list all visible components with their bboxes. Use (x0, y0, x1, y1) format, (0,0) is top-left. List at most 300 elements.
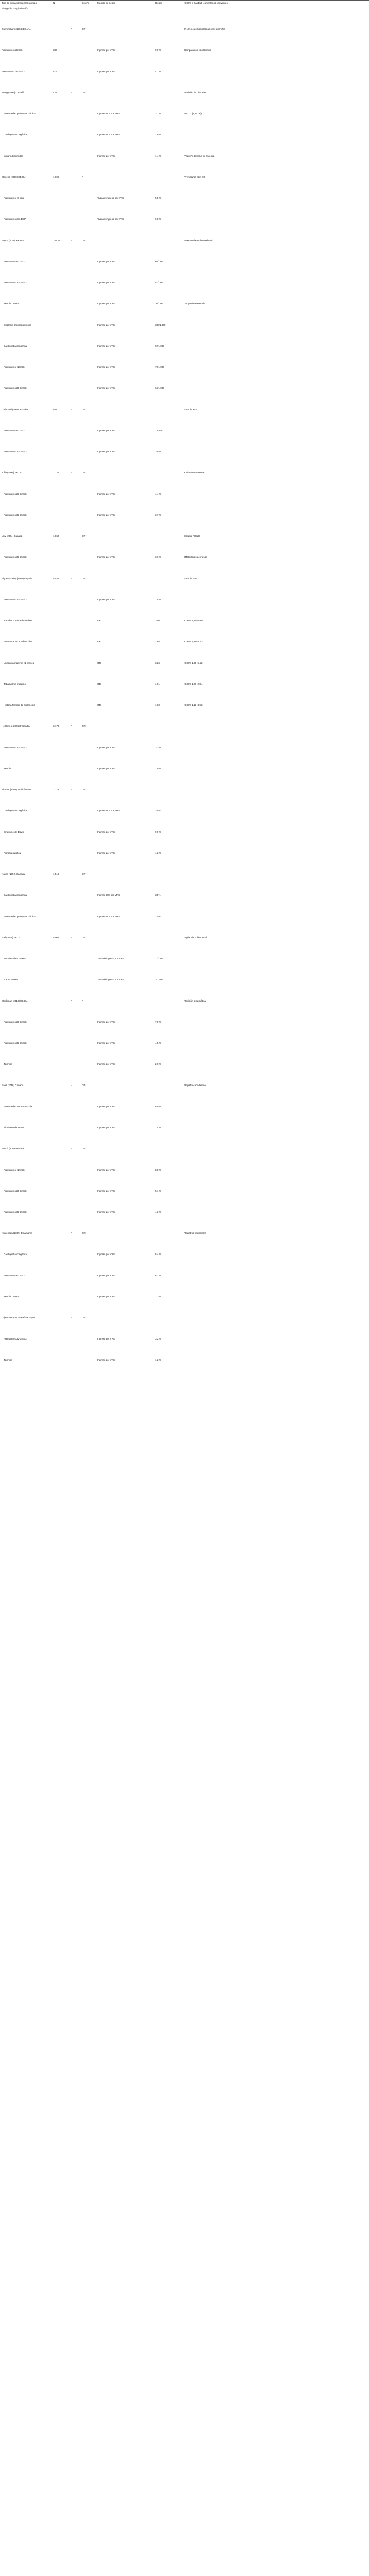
cell-n (52, 132, 69, 154)
cell-design (80, 745, 96, 766)
table-row (0, 977, 369, 998)
table-row (0, 1083, 369, 1104)
cell-place (69, 766, 80, 787)
cell-measure: Tasa de ingreso por VRS (97, 957, 124, 960)
cell-place: H (71, 1084, 73, 1087)
cell-measure: Ingreso por VRS (97, 450, 115, 453)
cell-ci (182, 724, 369, 745)
cell-place (69, 555, 80, 576)
cell-design (80, 1062, 96, 1083)
cell-study: Prematuros ≤32 SG (4, 429, 25, 432)
cell-design (80, 111, 96, 132)
cell-study: Hermanos en edad escolar (4, 640, 32, 643)
cell-risk: 1,0 % (155, 767, 161, 770)
cell-risk: 4,3 % (155, 1211, 161, 1214)
cell-risk: 1,4 % (155, 155, 161, 158)
cell-design (80, 1294, 96, 1315)
cell-ci (182, 597, 369, 618)
cell-ci: Pequeño tamaño de muestra (184, 155, 215, 158)
cell-place: P (71, 1232, 73, 1235)
table-row (0, 365, 369, 386)
cell-place (69, 1062, 80, 1083)
table-row (0, 724, 369, 745)
cell-ci (182, 344, 369, 365)
cell-study: Menores de 6 meses (4, 957, 26, 960)
cell-risk: 1,3 % (155, 1295, 161, 1298)
cell-study: Término (4, 767, 12, 770)
table-row (0, 576, 369, 597)
cell-ci (182, 217, 369, 238)
cell-n (52, 1104, 69, 1125)
cell-place (69, 851, 80, 872)
cell-n: 5.067 (53, 936, 59, 939)
cell-measure: OR (97, 683, 101, 686)
cell-measure: Ingreso por VRS (97, 155, 115, 158)
cell-n (52, 1252, 69, 1273)
cell-study: Stevens (2000) EE.UU. (2, 176, 26, 179)
cell-measure: Ingreso por VRS (97, 1337, 115, 1341)
cell-study: Prematuros <28 SG (4, 366, 25, 369)
table-row (0, 492, 369, 513)
cell-risk (154, 1315, 182, 1336)
cell-ci (182, 1252, 369, 1273)
cell-n (52, 301, 69, 323)
cell-design (80, 808, 96, 829)
cell-place (69, 1294, 80, 1315)
cell-risk (154, 998, 182, 1020)
cell-design: CP (82, 873, 86, 876)
cell-n (52, 259, 69, 280)
cell-study: Prematuros 32-35 SG (4, 1337, 27, 1341)
cell-ci (182, 196, 369, 217)
cell-ci (182, 787, 369, 808)
cell-design: CP (82, 28, 86, 31)
cell-study: Joffe (1999) EE.UU. (2, 471, 23, 474)
cell-risk: 2,0 % (155, 1063, 161, 1066)
cell-risk: 9,9 % (155, 831, 161, 834)
cell-study: Wang (1995) Canadá (2, 91, 24, 94)
cell-risk: 2,85 (155, 640, 160, 643)
cell-measure: Ingreso por VRS (97, 1274, 115, 1277)
cell-design: CR (82, 239, 86, 242)
cell-measure: Ingreso por VRS (97, 281, 115, 284)
cell-n (52, 111, 69, 132)
cell-design (80, 449, 96, 470)
table-row (0, 154, 369, 175)
cell-measure: Ingreso por VRS (97, 1126, 115, 1129)
cell-ci (182, 1125, 369, 1146)
cell-design (80, 301, 96, 323)
cell-place (69, 323, 80, 344)
cell-study: Síndrome de Down (4, 831, 24, 834)
cell-ci: Vigilancia poblacional (184, 936, 207, 939)
cell-risk: 4,2 % (155, 852, 161, 855)
cell-n (52, 851, 69, 872)
cell-n (52, 1294, 69, 1315)
table-row (0, 534, 369, 555)
cell-measure: Ingreso por VRS (97, 1190, 115, 1193)
cell-n (52, 745, 69, 766)
table-row (0, 90, 369, 111)
cell-ci (182, 323, 369, 344)
cell-risk: 9,0 % (155, 49, 161, 52)
cell-n (52, 808, 69, 829)
cell-study: Cardiopatía congénita (4, 1253, 27, 1256)
cell-n (52, 217, 69, 238)
cell-n (52, 1358, 69, 1379)
cell-n (52, 428, 69, 449)
cell-place (69, 196, 80, 217)
cell-risk: 4,5 % (155, 1042, 161, 1045)
cell-measure: Ingreso por VRS (97, 1042, 115, 1045)
cell-risk: 70/1.000 (155, 366, 164, 369)
cell-measure: Ingreso UCI por VRS (97, 915, 120, 918)
cell-measure: Ingreso por VRS (97, 324, 115, 327)
cell-study: Término sanos (4, 1295, 20, 1298)
cell-risk: 9,8 % (155, 218, 161, 221)
table-row (0, 449, 369, 470)
cell-place (69, 1336, 80, 1358)
cell-measure: Ingreso por VRS (97, 1021, 115, 1024)
cell-place (69, 618, 80, 639)
cell-study: Término (4, 1063, 12, 1066)
cell-study: Carbonell (2000) España (2, 408, 28, 411)
cell-measure (96, 534, 154, 555)
cell-design (80, 1020, 96, 1041)
cell-ci (182, 1336, 369, 1358)
cell-design: CP (82, 577, 86, 580)
cell-study: Simoes (2003) Multicéntrico (2, 788, 31, 791)
cell-ci: Kaiser Permanente (184, 471, 205, 474)
cell-place (69, 344, 80, 365)
cell-n (52, 1273, 69, 1294)
cell-measure: Ingreso por VRS (97, 1063, 115, 1066)
table-row (0, 48, 369, 69)
cell-risk (154, 1231, 182, 1252)
cell-ci: Revisión sistemática (184, 999, 206, 1003)
cell-design: CR (82, 1232, 86, 1235)
table-row (0, 1041, 369, 1062)
cell-study: Boyce (2000) EE.UU. (2, 239, 24, 242)
cell-n: 248.652 (53, 239, 62, 242)
cell-study: Prematuros 29-32 SG (4, 1021, 27, 1024)
table-row (0, 766, 369, 787)
cell-risk: 17/1.000 (155, 957, 164, 960)
cell-measure (96, 872, 154, 893)
cell-place (69, 1273, 80, 1294)
table-row (0, 301, 369, 323)
cell-risk: 3,7 % (155, 514, 161, 517)
cell-design: CP (82, 91, 86, 94)
cell-place (69, 449, 80, 470)
cell-ci: Prematuros <32 SG (184, 176, 205, 179)
cell-place: H (71, 176, 73, 179)
cell-risk: 6,0 % (155, 1105, 161, 1108)
cell-measure: Ingreso por VRS (97, 1253, 115, 1256)
section-label: Riesgo de hospitalización (2, 7, 29, 10)
cell-n (52, 1167, 69, 1189)
cell-ci: Estudio PICNIC (184, 535, 201, 538)
cell-measure: Ingreso por VRS (97, 1211, 115, 1214)
cell-study: Inmunodeprimidos (4, 155, 23, 158)
cell-design: CR (82, 725, 86, 728)
cell-place (69, 914, 80, 935)
cell-n (52, 365, 69, 386)
cell-measure (96, 576, 154, 597)
cell-design (80, 1167, 96, 1189)
cell-place (69, 48, 80, 69)
table-row (0, 893, 369, 914)
cell-measure: Ingreso UCI por VRS (97, 809, 120, 812)
cell-measure: Ingreso por VRS (97, 556, 115, 559)
cell-n (52, 1083, 69, 1104)
cell-risk: 30/1.000 (155, 302, 164, 306)
cell-study: Cardiopatía congénita (4, 809, 27, 812)
table-row (0, 956, 369, 977)
cell-design: CP (82, 535, 86, 538)
cell-risk (154, 175, 182, 196)
cell-n (52, 1231, 69, 1252)
cell-n: 515 (53, 70, 57, 73)
cell-study: Prematuros ≤32 SG (4, 260, 25, 263)
table-row (0, 407, 369, 428)
table-row (0, 428, 369, 449)
cell-study: Término (0, 1358, 52, 1379)
cell-risk (154, 1146, 182, 1167)
cell-place (69, 1020, 80, 1041)
table-row (0, 703, 369, 724)
table-row (0, 513, 369, 534)
table-row (0, 872, 369, 893)
cell-measure: Ingreso por VRS (97, 493, 115, 496)
cell-ci (182, 1210, 369, 1231)
cell-study: Displasia broncopulmonar (4, 324, 31, 327)
cell-study: Lactancia materna <2 meses (4, 662, 35, 665)
cell-measure (96, 90, 154, 111)
cell-ci (182, 259, 369, 280)
table-row (0, 660, 369, 682)
cell-risk: 7,4 % (155, 1126, 161, 1129)
table-row (0, 1210, 369, 1231)
cell-place (69, 1104, 80, 1125)
cell-design: R (82, 999, 84, 1003)
table-row (0, 1294, 369, 1315)
cell-ci (182, 872, 369, 893)
cell-n (52, 914, 69, 935)
cell-place (69, 154, 80, 175)
cell-n: 3.176 (53, 725, 59, 728)
cell-measure: Ingreso UCI por VRS (97, 112, 120, 115)
cell-n: 1.029 (53, 176, 59, 179)
cell-n: 1.721 (53, 471, 59, 474)
cell-study: Síndrome de Down (4, 1126, 24, 1129)
cell-n (52, 893, 69, 914)
cell-place (69, 132, 80, 154)
cell-place (69, 301, 80, 323)
cell-n (52, 618, 69, 639)
cell-study: Historia familiar de sibilancias (4, 704, 35, 707)
cell-n (52, 597, 69, 618)
col-risk: Riesgo (154, 1, 182, 6)
cell-place (69, 829, 80, 851)
cell-design (80, 280, 96, 301)
cell-study: Prematuros 33-35 SG (4, 1211, 27, 1214)
cell-risk (154, 27, 182, 48)
cell-study: Cardiopatía congénita (4, 894, 27, 897)
cell-measure: Ingreso por VRS (97, 1168, 115, 1172)
cell-measure (96, 724, 154, 745)
cell-risk: 3,6 % (155, 556, 161, 559)
cell-n: 5.441 (53, 577, 59, 580)
cell-design (80, 386, 96, 407)
cell-n (52, 1041, 69, 1062)
cell-measure: OR (97, 704, 101, 707)
table-row (0, 344, 369, 365)
cell-place (69, 1125, 80, 1146)
cell-ci (182, 745, 369, 766)
cell-ci: Revisión de historias (184, 91, 206, 94)
cell-ci: 2% (n.d.) de hospitalizaciones por VRS (184, 28, 225, 31)
cell-measure (96, 1083, 154, 1104)
cell-design (80, 555, 96, 576)
cell-n (52, 154, 69, 175)
table-row (0, 1189, 369, 1210)
cell-risk: 3,2 % (155, 1337, 161, 1341)
cell-place (69, 365, 80, 386)
cell-risk: 22 % (155, 915, 161, 918)
table-row (0, 1336, 369, 1358)
cell-n (52, 555, 69, 576)
cell-design: CP (82, 408, 86, 411)
cell-risk: 33 % (155, 894, 161, 897)
cell-design (80, 1189, 96, 1210)
cell-ci: Base de datos de Medicaid (184, 239, 213, 242)
cell-study: Enfermedad neuromuscular (4, 1105, 33, 1108)
cell-place (69, 745, 80, 766)
cell-risk: 92/1.000 (155, 345, 164, 348)
table-row (0, 745, 369, 766)
cell-measure: Ingreso por VRS (97, 831, 115, 834)
cell-ci (182, 1020, 369, 1041)
cell-measure: Ingreso por VRS (97, 746, 115, 749)
cell-risk (154, 407, 182, 428)
cell-measure (96, 998, 154, 1020)
cell-risk (154, 534, 182, 555)
cell-design (80, 766, 96, 787)
cell-ci: Registro canadiense (184, 1084, 206, 1087)
cell-design (80, 323, 96, 344)
cell-study: Prematuros con DBP (4, 218, 26, 221)
cell-design (80, 956, 96, 977)
cell-risk: 3,9 % (155, 450, 161, 453)
cell-risk: 5,1 % (155, 1190, 161, 1193)
cell-design (80, 1336, 96, 1358)
cell-ci (182, 914, 369, 935)
cell-design (80, 597, 96, 618)
cell-design (80, 851, 96, 872)
cell-design (80, 259, 96, 280)
cell-measure: Ingreso por VRS (97, 1295, 115, 1298)
cell-ci (182, 977, 369, 998)
col-design: Diseño (80, 1, 96, 6)
cell-measure: Ingreso UCI por VRS (97, 894, 120, 897)
cell-design (80, 69, 96, 90)
cell-design: CP (82, 1147, 86, 1150)
cell-place: H (71, 1147, 73, 1150)
table-row (0, 111, 369, 132)
cell-risk (154, 90, 182, 111)
cell-n (52, 344, 69, 365)
cell-study: Término sanos (4, 302, 20, 306)
cell-design (80, 428, 96, 449)
cell-ci (182, 132, 369, 154)
cell-ci: OR factores de riesgo (184, 556, 207, 559)
cell-ci (182, 513, 369, 534)
cell-study: Prematuros <1 año (4, 197, 24, 200)
cell-design (80, 977, 96, 998)
cell-measure: Ingreso por VRS (97, 260, 115, 263)
cell-ci (182, 280, 369, 301)
cell-study: Prematuros 33-35 SG (4, 514, 27, 517)
cell-risk: 1,2 % (154, 1358, 182, 1379)
table-row (0, 787, 369, 808)
table-row (0, 1104, 369, 1125)
cell-design: CP (82, 788, 86, 791)
cell-ci (182, 956, 369, 977)
table-row (0, 597, 369, 618)
cell-place (69, 1358, 80, 1379)
cell-design (80, 154, 96, 175)
cell-ci (182, 1062, 369, 1083)
cell-n (52, 1336, 69, 1358)
cell-study: Prematuros <29 SG (4, 1168, 25, 1172)
cell-study: Stockman (2012) EE.UU. (2, 999, 28, 1003)
cell-study: Enfermedad pulmonar crónica (4, 112, 36, 115)
cell-ci (182, 893, 369, 914)
cell-place (69, 808, 80, 829)
table-row (0, 259, 369, 280)
cell-design (80, 893, 96, 914)
cell-ci: Grupo de referencia (184, 302, 205, 306)
cell-place: H (71, 535, 73, 538)
col-measure: Medida de riesgo (96, 1, 154, 6)
cell-study: Nacidos octubre-diciembre (4, 619, 32, 622)
cell-measure: OR (97, 662, 101, 665)
cell-risk: 5,4 % (155, 1253, 161, 1256)
cell-ci: IC95% 1,96–5,42 (184, 662, 203, 665)
cell-risk (154, 724, 182, 745)
cell-study: Resch (2009) Austria (2, 1147, 24, 1150)
col-ci: IC95% o Calidad (comentarios relevantes) (182, 1, 369, 6)
cell-place (69, 1041, 80, 1062)
cell-design (80, 914, 96, 935)
cell-measure: Ingreso por VRS (97, 514, 115, 517)
cell-ci: IC95% 1,28–2,84 (184, 683, 203, 686)
cell-measure: Ingreso por VRS (97, 1105, 115, 1108)
table-row (0, 175, 369, 196)
table-row (0, 132, 369, 154)
cell-measure: Ingreso por VRS (97, 70, 115, 73)
cell-n (52, 492, 69, 513)
cell-ci (182, 365, 369, 386)
cell-n (52, 703, 69, 724)
table-row (0, 1062, 369, 1083)
cell-design: CP (82, 936, 86, 939)
cell-measure (96, 175, 154, 196)
cell-risk: 57/1.000 (155, 281, 164, 284)
cell-place (69, 1167, 80, 1189)
cell-measure: Ingreso por VRS (96, 1358, 154, 1379)
